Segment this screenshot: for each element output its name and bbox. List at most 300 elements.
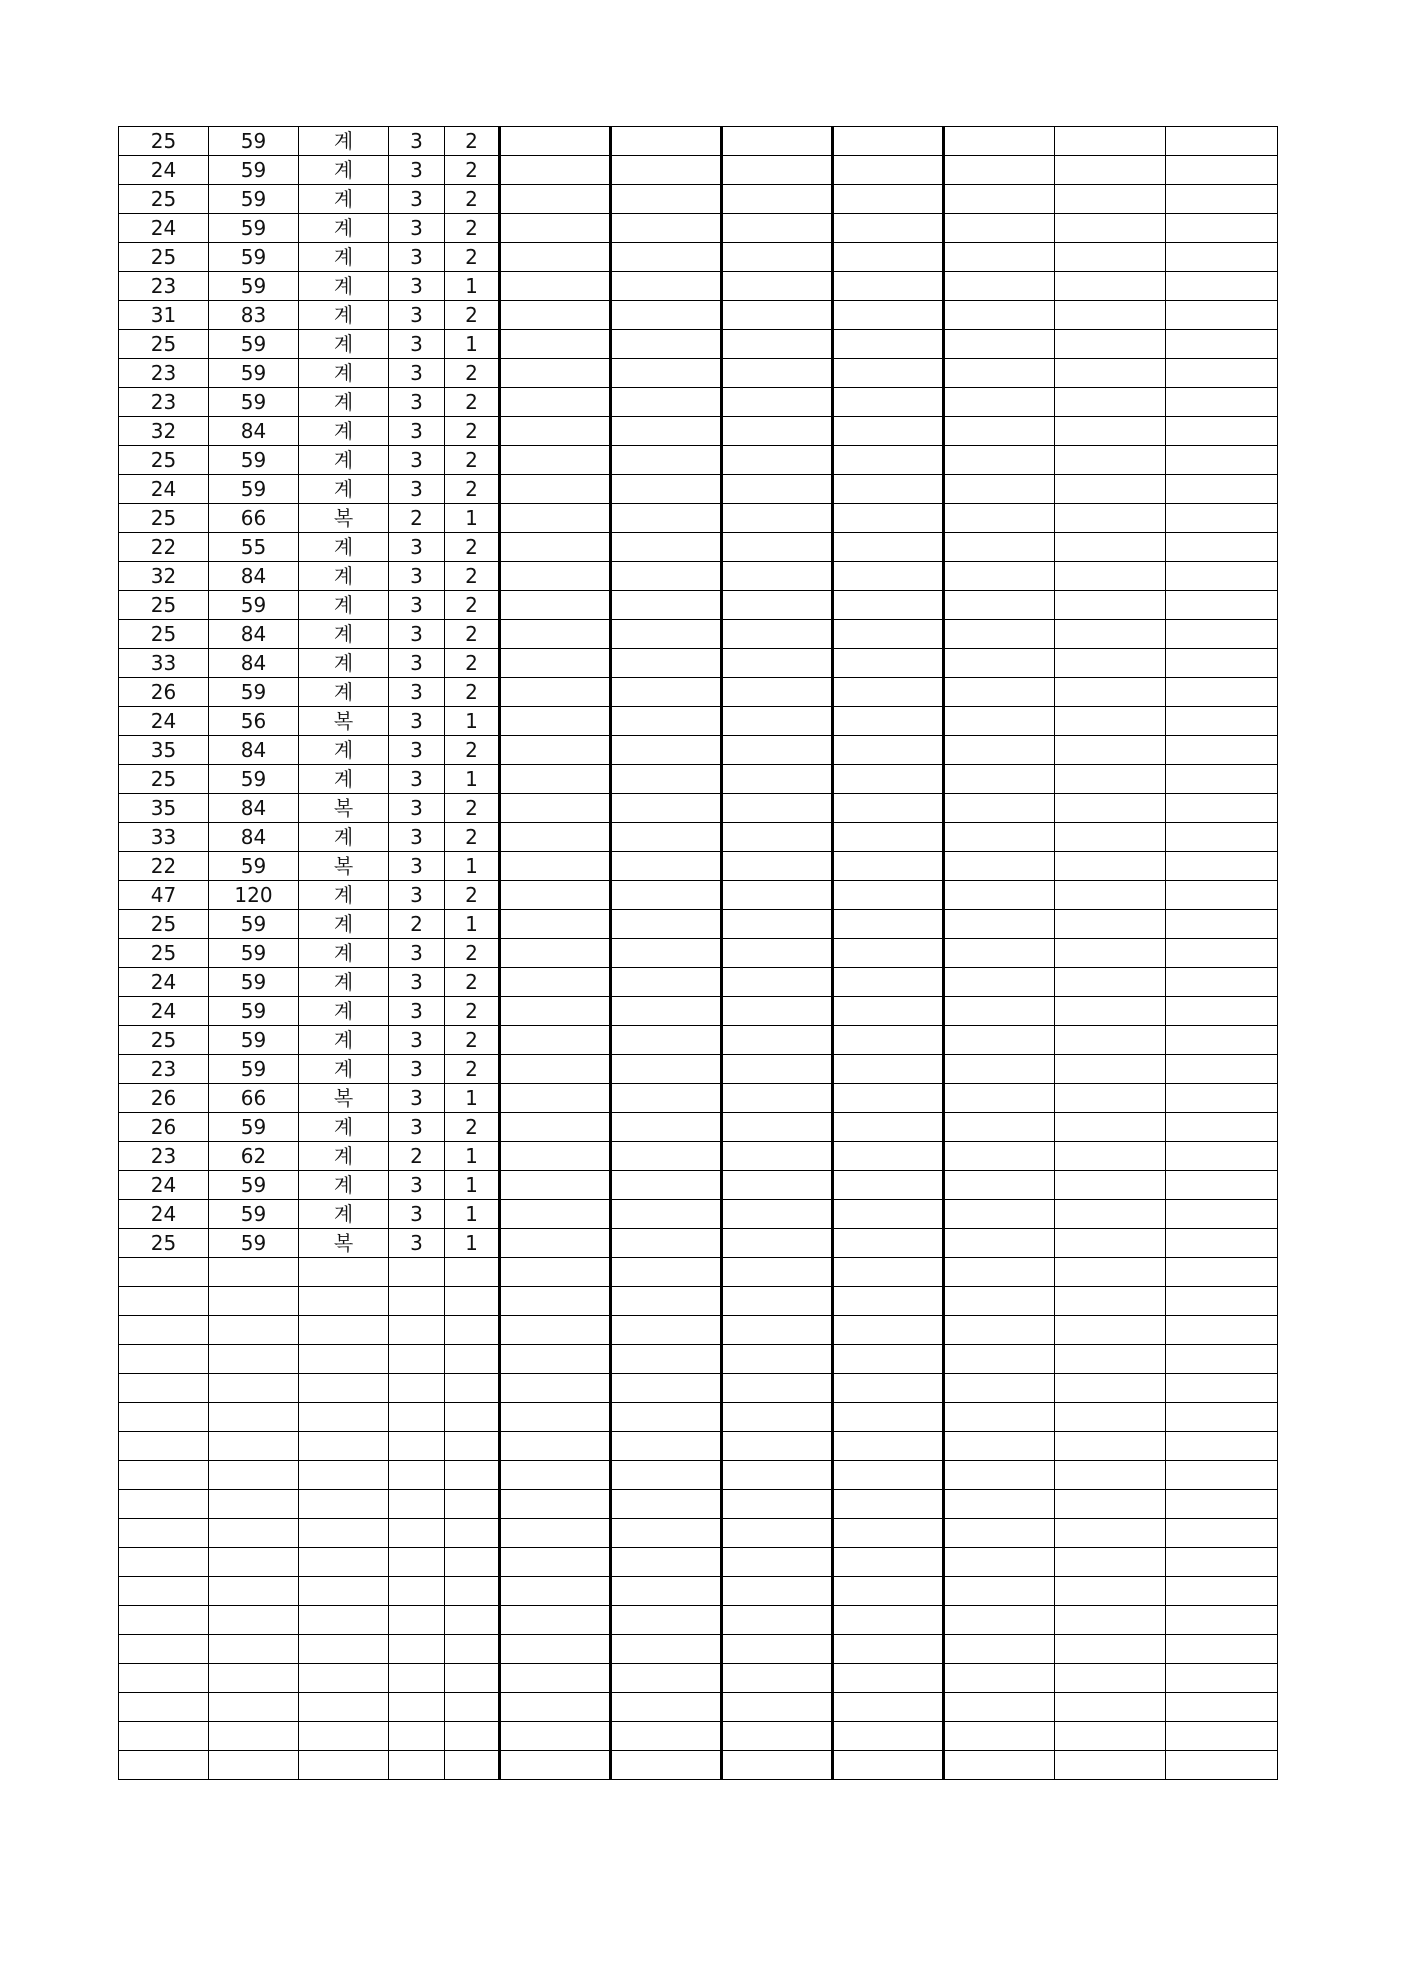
table-cell: 59 xyxy=(209,475,299,504)
table-cell: 35 xyxy=(119,794,209,823)
table-cell xyxy=(722,359,833,388)
table-cell xyxy=(611,1548,722,1577)
table-cell: 3 xyxy=(389,1113,445,1142)
table-cell: 계 xyxy=(299,765,389,794)
table-cell xyxy=(833,1113,944,1142)
table-cell xyxy=(833,1548,944,1577)
table-cell xyxy=(722,156,833,185)
table-cell xyxy=(722,185,833,214)
table-cell xyxy=(209,1693,299,1722)
table-cell xyxy=(1055,1200,1166,1229)
table-cell xyxy=(833,1258,944,1287)
table-row xyxy=(119,910,1278,939)
table-cell xyxy=(833,591,944,620)
table-cell xyxy=(500,1287,611,1316)
table-cell: 83 xyxy=(209,301,299,330)
table-cell xyxy=(500,997,611,1026)
table-cell xyxy=(500,1026,611,1055)
table-cell xyxy=(389,1606,445,1635)
table-cell xyxy=(500,765,611,794)
table-cell xyxy=(944,185,1055,214)
table-row xyxy=(119,1055,1278,1084)
table-cell xyxy=(1166,881,1278,910)
table-cell xyxy=(722,272,833,301)
table-cell xyxy=(1055,127,1166,156)
table-cell xyxy=(611,1084,722,1113)
table-cell xyxy=(944,446,1055,475)
table-cell: 3 xyxy=(389,997,445,1026)
table-cell: 62 xyxy=(209,1142,299,1171)
table-cell xyxy=(119,1345,209,1374)
table-cell xyxy=(1055,1287,1166,1316)
table-cell xyxy=(944,1316,1055,1345)
table-cell: 24 xyxy=(119,475,209,504)
table-cell: 26 xyxy=(119,678,209,707)
table-cell: 59 xyxy=(209,1055,299,1084)
table-cell xyxy=(611,1519,722,1548)
table-cell: 3 xyxy=(389,243,445,272)
table-cell xyxy=(833,1316,944,1345)
table-cell xyxy=(944,504,1055,533)
table-cell xyxy=(1166,1548,1278,1577)
table-cell xyxy=(1055,1229,1166,1258)
table-cell xyxy=(944,272,1055,301)
table-cell: 3 xyxy=(389,1055,445,1084)
table-cell: 24 xyxy=(119,997,209,1026)
table-cell xyxy=(944,939,1055,968)
table-cell xyxy=(722,1722,833,1751)
table-cell: 2 xyxy=(445,475,500,504)
table-cell xyxy=(944,678,1055,707)
table-cell xyxy=(389,1432,445,1461)
table-cell: 3 xyxy=(389,214,445,243)
table-cell: 25 xyxy=(119,1026,209,1055)
table-cell xyxy=(833,881,944,910)
table-cell xyxy=(944,823,1055,852)
table-row xyxy=(119,649,1278,678)
table-cell xyxy=(1166,1403,1278,1432)
table-cell xyxy=(611,1171,722,1200)
table-cell xyxy=(611,1055,722,1084)
table-cell: 84 xyxy=(209,620,299,649)
table-cell xyxy=(833,620,944,649)
table-cell: 3 xyxy=(389,1171,445,1200)
table-cell: 59 xyxy=(209,1229,299,1258)
table-cell xyxy=(944,301,1055,330)
table-cell xyxy=(1055,1664,1166,1693)
table-cell xyxy=(1055,591,1166,620)
table-cell: 1 xyxy=(445,504,500,533)
table-cell xyxy=(833,678,944,707)
table-row xyxy=(119,1722,1278,1751)
table-cell xyxy=(445,1345,500,1374)
table-cell: 3 xyxy=(389,127,445,156)
table-cell xyxy=(500,1200,611,1229)
table-cell xyxy=(611,765,722,794)
table-row xyxy=(119,417,1278,446)
table-cell xyxy=(299,1461,389,1490)
table-row xyxy=(119,1200,1278,1229)
table-cell xyxy=(1055,678,1166,707)
table-cell: 59 xyxy=(209,214,299,243)
table-cell xyxy=(500,736,611,765)
table-cell: 1 xyxy=(445,707,500,736)
table-cell xyxy=(445,1577,500,1606)
table-cell xyxy=(833,1142,944,1171)
table-cell: 59 xyxy=(209,968,299,997)
table-cell xyxy=(1055,214,1166,243)
table-cell xyxy=(833,1200,944,1229)
table-cell xyxy=(119,1432,209,1461)
table-cell: 2 xyxy=(389,1142,445,1171)
table-cell: 2 xyxy=(445,881,500,910)
table-cell xyxy=(944,388,1055,417)
table-cell xyxy=(611,359,722,388)
table-cell xyxy=(209,1606,299,1635)
table-cell xyxy=(445,1519,500,1548)
table-cell: 59 xyxy=(209,939,299,968)
table-row xyxy=(119,852,1278,881)
table-row xyxy=(119,1287,1278,1316)
table-cell xyxy=(299,1345,389,1374)
table-cell: 2 xyxy=(445,533,500,562)
table-cell xyxy=(944,1490,1055,1519)
table-cell xyxy=(299,1722,389,1751)
table-cell: 1 xyxy=(445,1229,500,1258)
table-cell xyxy=(389,1751,445,1780)
table-cell xyxy=(833,823,944,852)
table-cell xyxy=(833,1171,944,1200)
table-cell xyxy=(611,736,722,765)
table-cell: 계 xyxy=(299,1055,389,1084)
table-cell xyxy=(500,678,611,707)
table-cell: 25 xyxy=(119,185,209,214)
table-cell xyxy=(833,562,944,591)
table-cell: 59 xyxy=(209,591,299,620)
table-cell xyxy=(611,1229,722,1258)
table-row xyxy=(119,359,1278,388)
table-cell xyxy=(1055,1751,1166,1780)
table-cell: 25 xyxy=(119,620,209,649)
table-cell xyxy=(119,1751,209,1780)
table-cell xyxy=(722,1055,833,1084)
table-row xyxy=(119,939,1278,968)
table-cell xyxy=(500,1664,611,1693)
table-cell xyxy=(389,1635,445,1664)
table-row xyxy=(119,1519,1278,1548)
table-cell xyxy=(944,156,1055,185)
table-cell xyxy=(722,1519,833,1548)
table-cell xyxy=(833,504,944,533)
table-cell xyxy=(1166,330,1278,359)
table-cell xyxy=(1166,1142,1278,1171)
table-cell xyxy=(1055,1026,1166,1055)
table-row xyxy=(119,765,1278,794)
table-cell xyxy=(1055,1345,1166,1374)
table-cell xyxy=(500,1084,611,1113)
table-cell xyxy=(722,1171,833,1200)
table-cell: 3 xyxy=(389,678,445,707)
table-cell xyxy=(1055,1432,1166,1461)
table-cell xyxy=(722,504,833,533)
table-cell xyxy=(1055,243,1166,272)
table-cell xyxy=(299,1403,389,1432)
table-cell xyxy=(611,852,722,881)
table-cell xyxy=(500,881,611,910)
table-cell xyxy=(500,127,611,156)
table-cell xyxy=(500,794,611,823)
table-cell xyxy=(833,1403,944,1432)
table-cell: 복 xyxy=(299,707,389,736)
table-cell xyxy=(389,1316,445,1345)
table-cell: 31 xyxy=(119,301,209,330)
table-cell xyxy=(445,1403,500,1432)
table-cell xyxy=(500,1055,611,1084)
table-cell: 33 xyxy=(119,649,209,678)
table-cell xyxy=(611,1606,722,1635)
table-cell xyxy=(119,1606,209,1635)
table-cell: 계 xyxy=(299,910,389,939)
table-row xyxy=(119,1142,1278,1171)
table-cell xyxy=(833,243,944,272)
table-cell xyxy=(1055,1461,1166,1490)
table-cell xyxy=(1166,1722,1278,1751)
table-cell xyxy=(611,1374,722,1403)
table-cell xyxy=(1055,533,1166,562)
table-cell xyxy=(1055,388,1166,417)
table-cell xyxy=(445,1635,500,1664)
table-cell xyxy=(445,1374,500,1403)
table-cell xyxy=(1166,1258,1278,1287)
table-cell: 계 xyxy=(299,823,389,852)
table-cell xyxy=(500,968,611,997)
table-cell xyxy=(944,1026,1055,1055)
table-body xyxy=(119,127,1278,1780)
table-cell: 계 xyxy=(299,185,389,214)
table-cell xyxy=(1166,446,1278,475)
table-cell xyxy=(722,823,833,852)
table-cell: 55 xyxy=(209,533,299,562)
table-cell xyxy=(299,1316,389,1345)
table-cell xyxy=(944,1432,1055,1461)
table-cell xyxy=(209,1664,299,1693)
table-row xyxy=(119,1635,1278,1664)
table-row xyxy=(119,881,1278,910)
table-cell xyxy=(944,1287,1055,1316)
table-cell xyxy=(445,1461,500,1490)
table-cell xyxy=(1055,997,1166,1026)
table-cell xyxy=(1055,330,1166,359)
table-cell: 3 xyxy=(389,852,445,881)
table-cell xyxy=(1166,649,1278,678)
table-cell xyxy=(500,330,611,359)
table-cell: 1 xyxy=(445,272,500,301)
table-cell xyxy=(722,214,833,243)
table-cell xyxy=(944,852,1055,881)
table-cell: 복 xyxy=(299,1229,389,1258)
table-cell: 계 xyxy=(299,446,389,475)
table-cell xyxy=(445,1664,500,1693)
table-cell xyxy=(500,562,611,591)
table-cell xyxy=(209,1258,299,1287)
table-cell xyxy=(611,533,722,562)
table-row xyxy=(119,1664,1278,1693)
table-cell: 59 xyxy=(209,156,299,185)
table-cell xyxy=(1055,852,1166,881)
table-cell: 1 xyxy=(445,765,500,794)
table-cell xyxy=(722,330,833,359)
table-cell: 2 xyxy=(445,968,500,997)
table-cell xyxy=(445,1606,500,1635)
table-cell xyxy=(944,417,1055,446)
table-cell: 25 xyxy=(119,446,209,475)
table-cell xyxy=(209,1722,299,1751)
table-cell: 복 xyxy=(299,852,389,881)
table-cell: 3 xyxy=(389,968,445,997)
table-cell xyxy=(209,1461,299,1490)
table-row xyxy=(119,1171,1278,1200)
table-cell: 3 xyxy=(389,417,445,446)
table-cell xyxy=(1166,1374,1278,1403)
table-cell: 2 xyxy=(445,1026,500,1055)
table-cell xyxy=(944,562,1055,591)
table-cell: 84 xyxy=(209,649,299,678)
table-cell xyxy=(611,794,722,823)
table-row xyxy=(119,591,1278,620)
table-cell: 26 xyxy=(119,1113,209,1142)
table-row xyxy=(119,301,1278,330)
table-cell xyxy=(833,388,944,417)
table-cell xyxy=(500,533,611,562)
table-cell: 계 xyxy=(299,301,389,330)
table-cell xyxy=(833,939,944,968)
table-cell xyxy=(833,1751,944,1780)
table-cell xyxy=(611,1432,722,1461)
table-cell xyxy=(299,1577,389,1606)
table-cell: 2 xyxy=(445,127,500,156)
table-cell xyxy=(1055,475,1166,504)
table-cell xyxy=(1166,1316,1278,1345)
table-row xyxy=(119,1026,1278,1055)
table-row xyxy=(119,678,1278,707)
table-cell xyxy=(611,156,722,185)
table-cell xyxy=(722,1490,833,1519)
table-cell: 59 xyxy=(209,1171,299,1200)
table-cell xyxy=(611,214,722,243)
table-cell xyxy=(611,127,722,156)
table-cell xyxy=(299,1751,389,1780)
table-cell xyxy=(611,620,722,649)
table-cell xyxy=(722,127,833,156)
table-cell xyxy=(500,939,611,968)
table-cell xyxy=(1055,1171,1166,1200)
table-cell xyxy=(833,1461,944,1490)
table-cell xyxy=(722,1287,833,1316)
table-row xyxy=(119,1606,1278,1635)
table-cell: 32 xyxy=(119,562,209,591)
table-cell xyxy=(500,1519,611,1548)
table-cell: 1 xyxy=(445,330,500,359)
table-cell: 계 xyxy=(299,620,389,649)
table-cell xyxy=(500,504,611,533)
table-cell xyxy=(500,301,611,330)
table-cell xyxy=(611,388,722,417)
table-cell xyxy=(944,1345,1055,1374)
table-cell: 3 xyxy=(389,1229,445,1258)
table-cell: 2 xyxy=(445,446,500,475)
table-cell: 3 xyxy=(389,301,445,330)
table-cell xyxy=(500,1316,611,1345)
table-cell xyxy=(1166,1345,1278,1374)
table-cell xyxy=(944,1055,1055,1084)
table-cell xyxy=(722,446,833,475)
table-cell xyxy=(722,1026,833,1055)
table-cell xyxy=(299,1287,389,1316)
table-cell xyxy=(1055,417,1166,446)
table-cell: 2 xyxy=(445,620,500,649)
table-row xyxy=(119,1113,1278,1142)
table-cell xyxy=(611,1577,722,1606)
table-cell xyxy=(833,1026,944,1055)
table-cell: 2 xyxy=(389,910,445,939)
table-cell xyxy=(1166,939,1278,968)
table-cell xyxy=(389,1664,445,1693)
table-cell xyxy=(209,1490,299,1519)
table-cell: 23 xyxy=(119,388,209,417)
table-row xyxy=(119,388,1278,417)
table-cell xyxy=(500,1374,611,1403)
table-cell xyxy=(611,1287,722,1316)
table-cell xyxy=(1166,591,1278,620)
table-cell: 24 xyxy=(119,1200,209,1229)
table-cell xyxy=(611,504,722,533)
table-cell xyxy=(209,1287,299,1316)
table-cell: 59 xyxy=(209,359,299,388)
table-row xyxy=(119,243,1278,272)
table-cell xyxy=(1166,823,1278,852)
table-cell xyxy=(611,446,722,475)
table-cell xyxy=(500,1229,611,1258)
table-cell xyxy=(1166,1461,1278,1490)
table-cell xyxy=(500,272,611,301)
table-cell xyxy=(209,1519,299,1548)
table-row xyxy=(119,475,1278,504)
table-cell xyxy=(944,1606,1055,1635)
table-cell: 계 xyxy=(299,1142,389,1171)
table-cell xyxy=(611,1635,722,1664)
table-cell xyxy=(500,1722,611,1751)
table-cell xyxy=(944,1635,1055,1664)
table-cell: 복 xyxy=(299,794,389,823)
table-cell: 1 xyxy=(445,1142,500,1171)
table-row xyxy=(119,968,1278,997)
table-cell xyxy=(611,1461,722,1490)
table-cell xyxy=(500,1403,611,1432)
table-cell xyxy=(500,1577,611,1606)
table-row xyxy=(119,562,1278,591)
table-row xyxy=(119,707,1278,736)
table-cell xyxy=(500,1142,611,1171)
table-cell xyxy=(944,1722,1055,1751)
table-cell: 59 xyxy=(209,446,299,475)
table-cell xyxy=(389,1693,445,1722)
table-cell xyxy=(1166,214,1278,243)
table-cell xyxy=(445,1432,500,1461)
table-cell xyxy=(1166,1432,1278,1461)
table-cell xyxy=(944,1113,1055,1142)
table-row xyxy=(119,533,1278,562)
table-cell xyxy=(445,1287,500,1316)
